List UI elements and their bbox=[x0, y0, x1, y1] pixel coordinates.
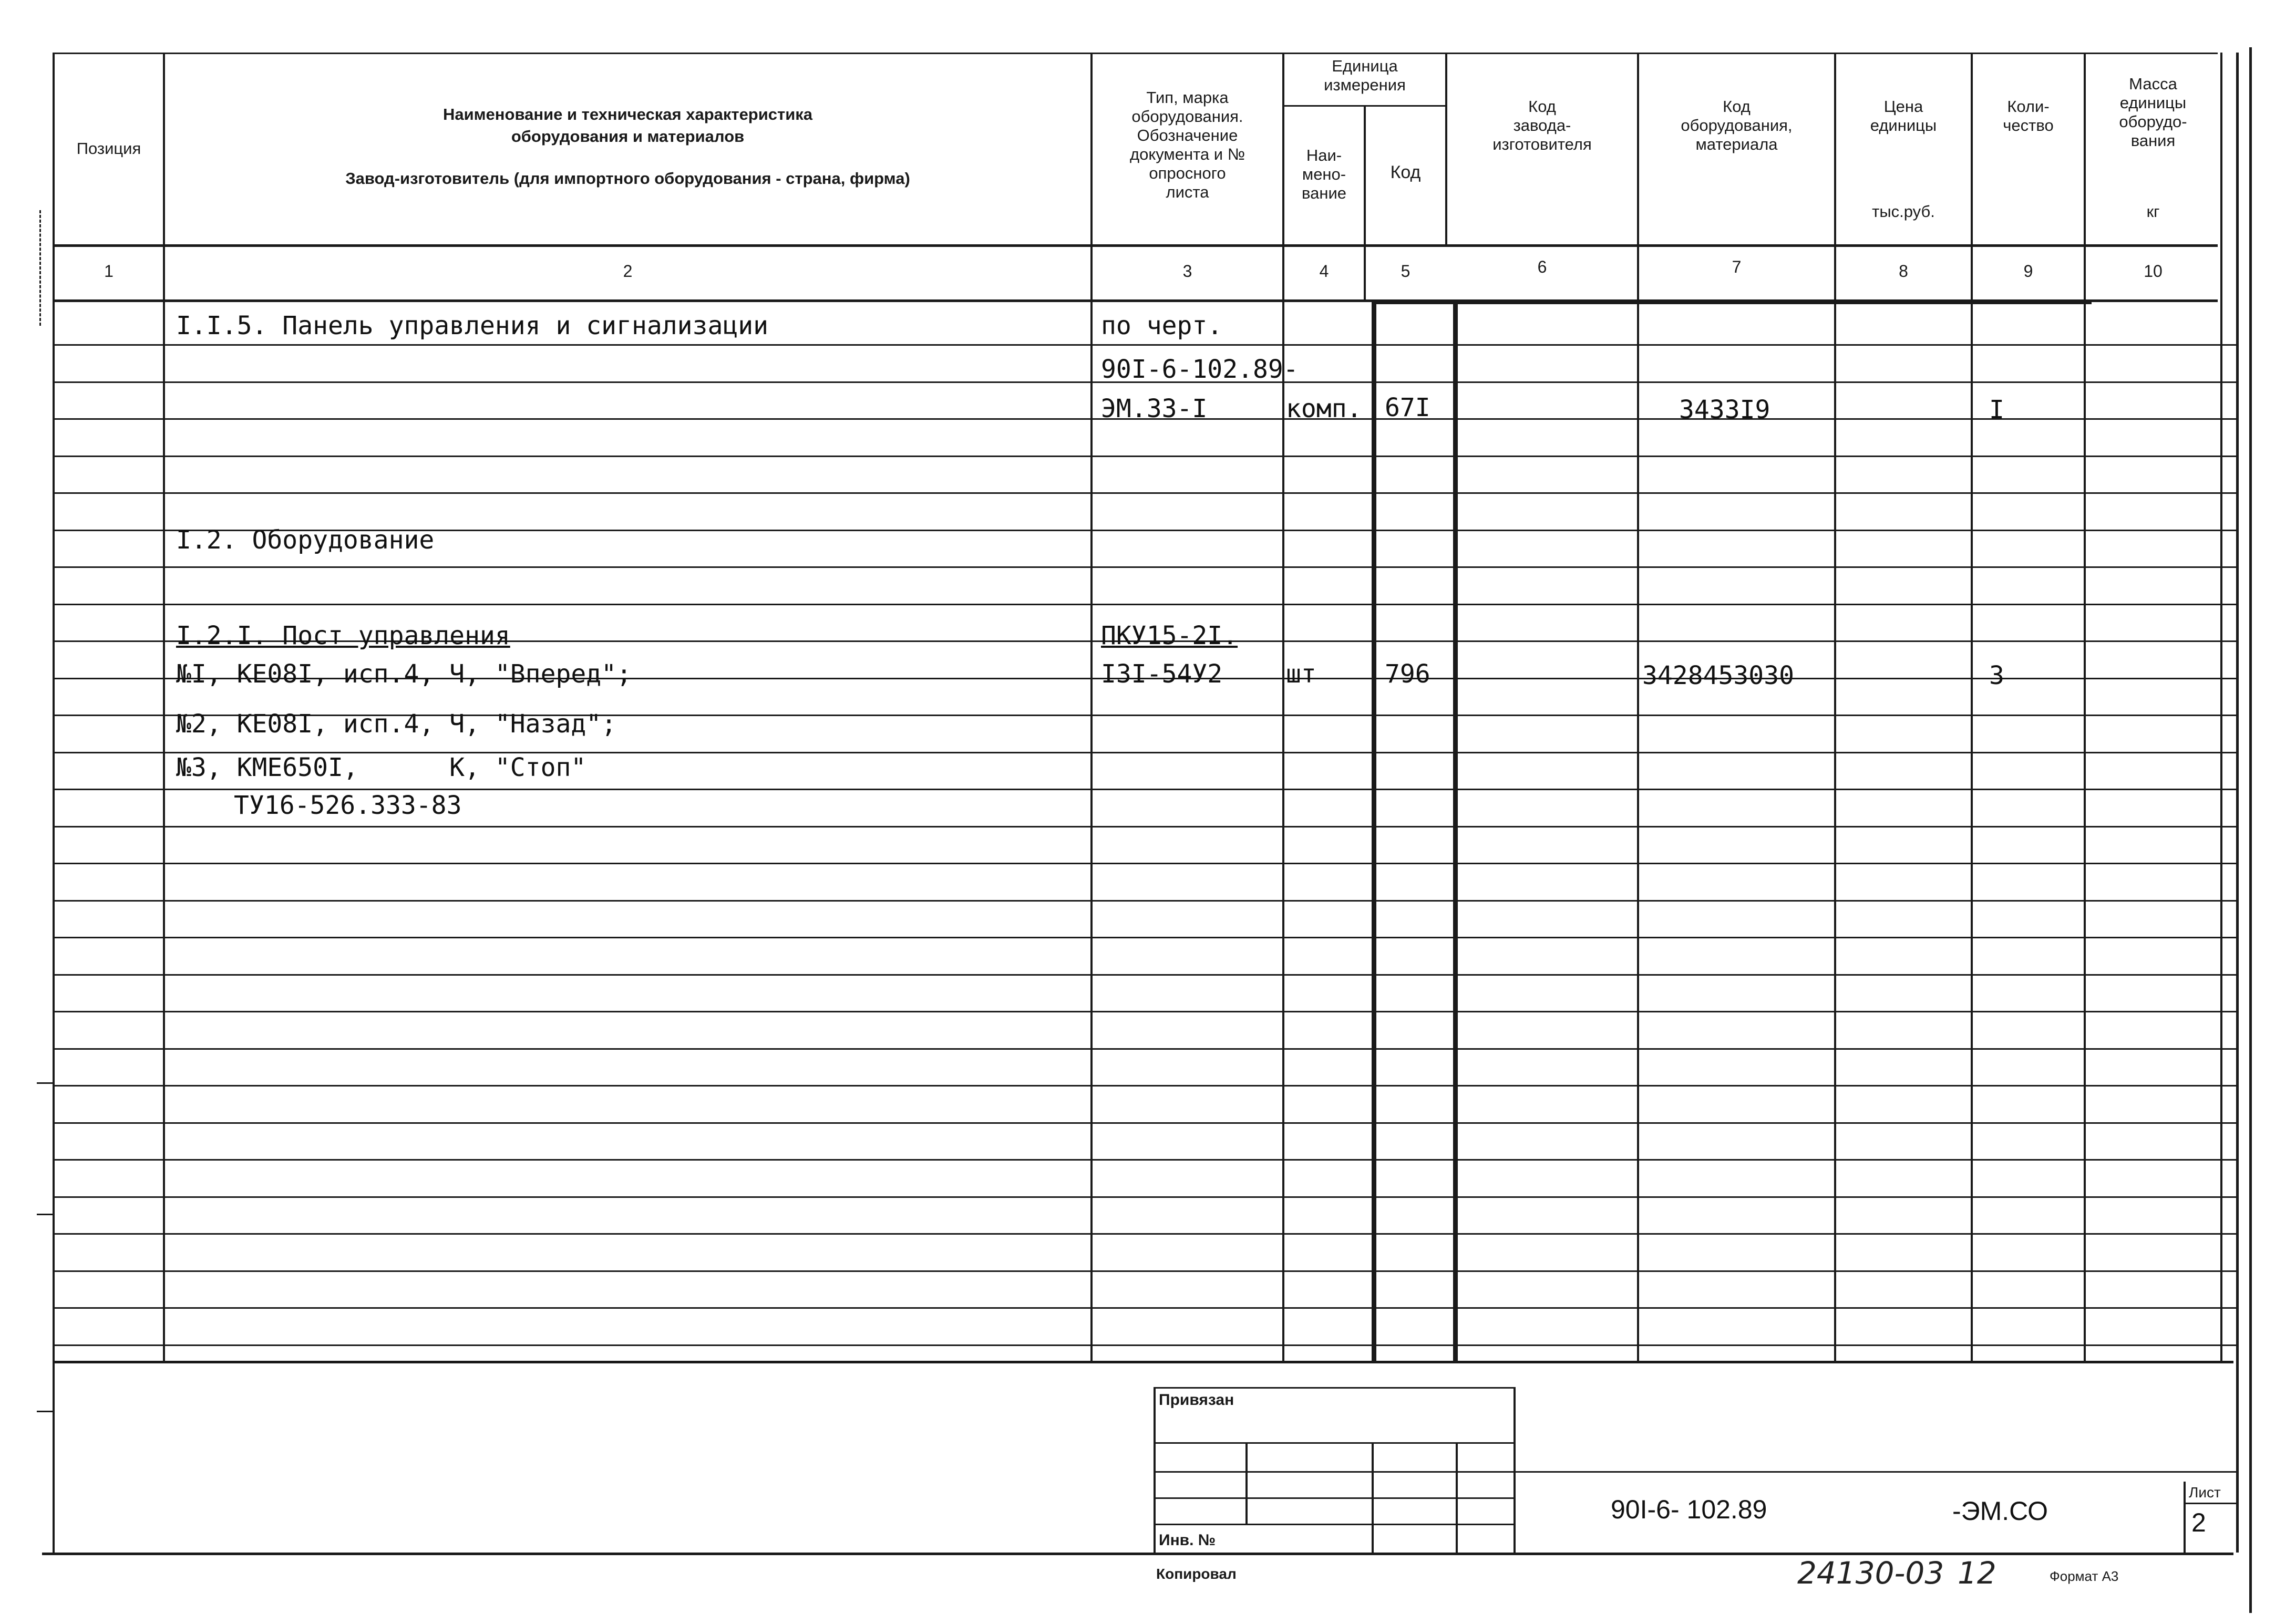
stamp-vline-5 bbox=[1513, 1387, 1516, 1553]
table-rule-line bbox=[53, 1011, 2236, 1012]
format-label: Формат А3 bbox=[2050, 1568, 2119, 1584]
table-rule-line bbox=[53, 456, 2236, 457]
table-rule-line bbox=[53, 789, 2236, 790]
stamp-vline-4 bbox=[1456, 1442, 1458, 1553]
row3-material-code: 3433I9 bbox=[1679, 395, 1770, 425]
col-line-1 bbox=[163, 53, 165, 1361]
table-rule-line bbox=[53, 604, 2236, 605]
header-type: Тип, марка оборудования. Обозначение документа и № опросного листа bbox=[1130, 88, 1245, 201]
col-line-8 bbox=[1971, 53, 1973, 1361]
row1-type: по черт. bbox=[1101, 311, 1223, 340]
col-line-4-thick bbox=[1372, 299, 1376, 1361]
stamp-top-line bbox=[1154, 1387, 1513, 1389]
row7-name: №2, КЕ08I, исп.4, Ч, "Назад"; bbox=[176, 709, 617, 739]
row5-type: ПКУ15-2I. bbox=[1101, 621, 1238, 650]
table-rule-line bbox=[53, 1159, 2236, 1161]
sheet-number: 2 bbox=[2191, 1508, 2206, 1537]
col-line-5-thick bbox=[1453, 299, 1458, 1361]
table-rule-line bbox=[53, 1233, 2236, 1235]
archive-sheet: 12 bbox=[1958, 1555, 1996, 1591]
row6-type: I3I-54У2 bbox=[1101, 659, 1223, 689]
margin-tick-2 bbox=[37, 1214, 54, 1215]
col-line-6 bbox=[1637, 53, 1639, 1361]
table-rule-line bbox=[53, 974, 2236, 976]
col-line-9 bbox=[2084, 53, 2086, 1361]
table-rule-line bbox=[53, 900, 2236, 902]
header-unit-name: Наи- мено- вание bbox=[1301, 146, 1347, 202]
header-name-line1: Наименование и техническая характеристика bbox=[442, 105, 813, 123]
row8-name: №3, КМЕ650I, К, "Стоп" bbox=[176, 753, 586, 782]
header-price-unit: тыс.руб. bbox=[1872, 202, 1935, 221]
colnum-5: 5 bbox=[1401, 262, 1410, 281]
frame-outer-right-line bbox=[2249, 47, 2252, 1613]
header-unit-group: Единица измерения bbox=[1324, 57, 1406, 94]
stamp-line-3 bbox=[1154, 1471, 1513, 1473]
header-bottom-line bbox=[53, 244, 2218, 247]
table-rule-line bbox=[1372, 299, 2092, 304]
colnum-10: 10 bbox=[2144, 262, 2163, 281]
row1-name: I.I.5. Панель управления и сигнализации bbox=[176, 311, 769, 340]
row6-name: №I, КЕ08I, исп.4, Ч, "Вперед"; bbox=[176, 659, 632, 689]
colnum-6: 6 bbox=[1537, 257, 1547, 276]
stamp-line-4 bbox=[1154, 1497, 1513, 1499]
table-rule-line bbox=[53, 1085, 2236, 1087]
table-rule-line bbox=[53, 1048, 2236, 1050]
col-line-2 bbox=[1090, 53, 1093, 1361]
header-maker-code: Код завода- изготовителя bbox=[1492, 97, 1592, 153]
colnum-4: 4 bbox=[1319, 262, 1329, 281]
header-name-line3: Завод-изготовитель (для импортного оборудования - страна, фирма) bbox=[345, 169, 910, 188]
header-mass: Масса единицы оборудо- вания bbox=[2119, 75, 2187, 150]
frame-top-line bbox=[53, 53, 2218, 54]
stamp-left-line bbox=[1154, 1387, 1156, 1553]
row6-unit-code: 796 bbox=[1385, 659, 1430, 689]
table-rule-line bbox=[53, 492, 2236, 494]
row6-unit: шт bbox=[1286, 659, 1316, 689]
row5-name: I.2.I. Пост управления bbox=[176, 621, 510, 650]
col-line-3 bbox=[1282, 53, 1284, 1361]
stamp-line-2 bbox=[1154, 1442, 1513, 1444]
margin-tick-3 bbox=[37, 1411, 54, 1412]
row6-material-code: 3428453030 bbox=[1642, 661, 1794, 690]
row3-type: ЭМ.33-I bbox=[1101, 394, 1208, 423]
stamp-vline-2 bbox=[1245, 1442, 1248, 1524]
table-rule-line bbox=[53, 1196, 2236, 1198]
sheet-box-left-line bbox=[2184, 1482, 2186, 1553]
header-position: Позиция bbox=[76, 139, 141, 158]
document-suffix: -ЭМ.СО bbox=[1952, 1496, 2048, 1526]
table-rule-line bbox=[53, 937, 2236, 938]
stamp-inv-no: Инв. № bbox=[1159, 1532, 1216, 1549]
colnum-3: 3 bbox=[1182, 262, 1192, 281]
row9-name: ТУ16-526.333-83 bbox=[234, 791, 462, 820]
row3-quantity: I bbox=[1989, 395, 2004, 425]
stamp-main-top-line bbox=[1513, 1471, 2236, 1473]
table-rule-line bbox=[53, 1122, 2236, 1124]
table-rule-line bbox=[53, 1307, 2236, 1309]
col-line-10 bbox=[2220, 53, 2222, 1361]
colnum-9: 9 bbox=[2023, 262, 2033, 281]
frame-right-line bbox=[2236, 53, 2239, 1553]
header-unit-code: Код bbox=[1390, 162, 1421, 182]
table-rule-line bbox=[53, 1344, 2236, 1346]
colnum-7: 7 bbox=[1732, 257, 1742, 276]
table-rule-line bbox=[53, 344, 2236, 346]
sheet-label: Лист bbox=[2189, 1484, 2221, 1501]
row2-type: 90I-6-102.89- bbox=[1101, 355, 1299, 384]
header-material-code: Код оборудования, материала bbox=[1681, 97, 1793, 153]
table-rule-line bbox=[53, 826, 2236, 827]
archive-number: 24130-03 bbox=[1797, 1555, 1944, 1591]
stamp-privyazan: Привязан bbox=[1159, 1391, 1234, 1409]
colnum-2: 2 bbox=[623, 262, 633, 281]
colnum-1: 1 bbox=[104, 262, 114, 281]
row3-unit: комп. bbox=[1286, 394, 1362, 423]
document-code: 90I-6- 102.89 bbox=[1611, 1495, 1767, 1524]
row6-quantity: 3 bbox=[1989, 661, 2004, 690]
table-rule-line bbox=[53, 863, 2236, 864]
col-line-7 bbox=[1834, 53, 1836, 1361]
table-rule-line bbox=[53, 566, 2236, 568]
table-bottom-line bbox=[53, 1361, 2233, 1363]
stamp-line-5 bbox=[1154, 1524, 1513, 1525]
margin-tick-1 bbox=[37, 1082, 54, 1084]
sheet-box-mid-line bbox=[2184, 1503, 2236, 1504]
table-rule-line bbox=[53, 1270, 2236, 1272]
row3-unit-code: 67I bbox=[1385, 393, 1430, 422]
header-quantity: Коли- чество bbox=[2003, 97, 2054, 134]
row4-name: I.2. Оборудование bbox=[176, 525, 435, 555]
colnum-8: 8 bbox=[1899, 262, 1908, 281]
header-price: Цена единицы bbox=[1870, 97, 1937, 134]
margin-dash-mark bbox=[39, 210, 41, 326]
stamp-vline-3 bbox=[1372, 1442, 1374, 1553]
header-mass-unit: кг bbox=[2146, 202, 2160, 221]
header-name-line2: оборудования и материалов bbox=[511, 127, 745, 146]
stamp-kopiroval: Копировал bbox=[1156, 1566, 1237, 1582]
